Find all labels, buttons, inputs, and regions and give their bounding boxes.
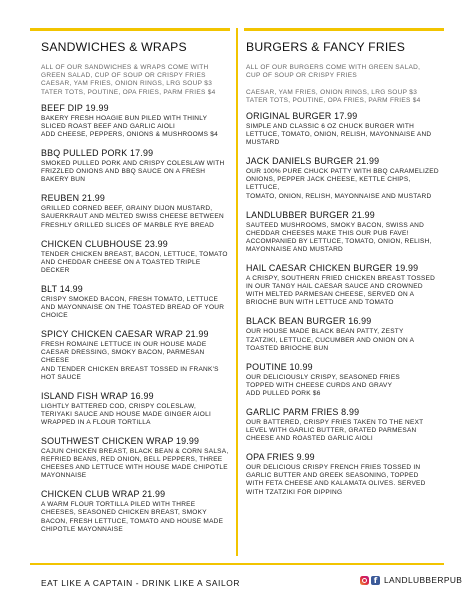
menu-item-description: SAUTEED MUSHROOMS, SMOKY BACON, SWISS AND CHEDDAR CHEESES MAKE THIS OUR PUB FAVE! ACCOMPANIED BY LETTUCE, TOMATO, ONION, RELISH, MAYONNAISE AND MUSTARD (246, 221, 432, 253)
menu-item-description: SIMPLE AND CLASSIC 6 OZ CHUCK BURGER WITH LETTUCE, TOMATO, ONION, RELISH, MAYONNAISE AND MUSTARD (246, 123, 432, 147)
menu-item-description: LIGHTLY BATTERED COD, CRISPY COLESLAW, TERIYAKI SAUCE AND HOUSE MADE GINGER AIOLI WRAPPED IN A FLOUR TORTILLA (41, 402, 212, 426)
column-divider (236, 28, 238, 556)
menu-item-name: SOUTHWEST CHICKEN WRAP 19.99 (41, 435, 200, 446)
menu-item-spicy-chicken-caesar-wrap (41, 329, 231, 381)
menu-item-name: POUTINE 10.99 (246, 361, 313, 372)
menu-item-landlubber-burger (246, 210, 442, 254)
menu-item-jack-daniels-burger (246, 156, 442, 200)
menu-item-description: A CRISPY, SOUTHERN FRIED CHICKEN BREAST TOSSED IN OUR TANGY HAIL CAESAR SAUCE AND CROWNED WITH MELTED PARMESAN CHEESE, SERVED ON A BRIOCHE BUN WITH LETTUCE AND TOMATO (246, 275, 436, 307)
menu-item-reuben (41, 193, 231, 229)
menu-item-chicken-club-wrap (41, 489, 231, 533)
menu-item-name: OPA FRIES 9.99 (246, 452, 315, 463)
menu-item-name: BEEF DIP 19.99 (41, 102, 109, 113)
menu-item-description: BAKERY FRESH HOAGIE BUN PILED WITH THINLY SLICED ROAST BEEF AND GARLIC AIOLI ADD CHEESE, PEPPERS, ONIONS & MUSHROOMS $4 (41, 114, 219, 138)
top-divider-right (244, 28, 444, 31)
sandwiches-title: SANDWICHES & WRAPS (41, 40, 187, 54)
menu-item-name: LANDLUBBER BURGER 21.99 (246, 209, 375, 220)
menu-item-garlic-parm-fries (246, 407, 442, 443)
menu-item-description: SMOKED PULLED PORK AND CRISPY COLESLAW WITH FRIZZLED ONIONS AND BBQ SAUCE ON A FRESH BAKERY BUN (41, 160, 225, 184)
menu-item-island-fish-wrap (41, 391, 231, 427)
menu-item-name: ISLAND FISH WRAP 16.99 (41, 390, 154, 401)
facebook-icon[interactable]: f (371, 576, 380, 585)
menu-item-name: GARLIC PARM FRIES 8.99 (246, 406, 360, 417)
menu-item-description: TENDER CHICKEN BREAST, BACON, LETTUCE, TOMATO AND CHEDDAR CHEESE ON A TOASTED TRIPLE DECKER (41, 250, 228, 274)
menu-item-name: JACK DANIELS BURGER 21.99 (246, 156, 380, 167)
menu-item-description: OUR DELICIOUSLY CRISPY, SEASONED FRIES TOPPED WITH CHEESE CURDS AND GRAVY ADD PULLED PORK $6 (246, 373, 400, 397)
menu-item-description: CRISPY SMOKED BACON, FRESH TOMATO, LETTUCE AND MAYONNAISE ON THE TOASTED BREAD OF YOUR CHOICE (41, 295, 225, 320)
footer-tagline: EAT LIKE A CAPTAIN - DRINK LIKE A SAILOR (41, 578, 241, 588)
menu-item-chicken-clubhouse (41, 239, 231, 275)
menu-item-beef-dip (41, 103, 231, 139)
menu-item-description: GRILLED CORNED BEEF, GRAINY DIJON MUSTARD, SAUERKRAUT AND MELTED SWISS CHEESE BETWEEN FRESHLY GRILLED SLICES OF MARBLE RYE BREAD (41, 205, 224, 229)
social-handle-group[interactable] (360, 575, 462, 585)
sandwiches-column (41, 40, 231, 543)
menu-item-description: OUR BATTERED, CRISPY FRIES TAKEN TO THE NEXT LEVEL WITH GARLIC BUTTER, GRATED PARMESAN CHEESE AND ROASTED GARLIC AIOLI (246, 418, 424, 443)
menu-item-name: CHICKEN CLUBHOUSE 23.99 (41, 238, 168, 249)
menu-item-description: OUR HOUSE MADE BLACK BEAN PATTY, ZESTY TZATZIKI, LETTUCE, CUCUMBER AND ONION ON A TOASTED BRIOCHE BUN (246, 328, 415, 352)
burgers-intro: ALL OF OUR BURGERS COME WITH GREEN SALAD, CUP OF SOUP OR CRISPY FRIES CAESAR, YAM FRIES, ONION RINGS, LRG SOUP $3 TATER TOTS, POUTINE, OPA FRIES, PARM FRIES $4 (246, 64, 421, 104)
menu-item-description: FRESH ROMAINE LETTUCE IN OUR HOUSE MADE CAESAR DRESSING, SMOKY BACON, PARMESAN CHEESE AND TENDER CHICKEN BREAST TOSSED IN FRANK'S HOT SAUCE (41, 341, 219, 381)
bottom-divider (30, 563, 444, 565)
menu-item-name: ORIGINAL BURGER 17.99 (246, 111, 358, 122)
menu-item-name: REUBEN 21.99 (41, 193, 106, 204)
burgers-column (246, 40, 442, 506)
menu-item-hail-caesar-chicken-burger (246, 263, 442, 307)
menu-item-name: BBQ PULLED PORK 17.99 (41, 148, 154, 159)
sandwiches-intro: ALL OF OUR SANDWICHES & WRAPS COME WITH GREEN SALAD, CUP OF SOUP OR CRISPY FRIES CAESAR, YAM FRIES, ONION RINGS, LRG SOUP $3 TATER TOTS, POUTINE, OPA FRIES, PARM FRIES $4 (41, 64, 216, 96)
menu-item-original-burger (246, 111, 442, 147)
menu-item-black-bean-burger (246, 316, 442, 352)
menu-item-name: CHICKEN CLUB WRAP 21.99 (41, 489, 166, 500)
menu-item-description: OUR DELICIOUS CRISPY FRENCH FRIES TOSSED IN GARLIC BUTTER AND GREEK SEASONING, TOPPED WITH FETA CHEESE AND KALAMATA OLIVES. SERVED WITH TZATZIKI FOR DIPPING (246, 464, 426, 496)
menu-item-bbq-pulled-pork (41, 148, 231, 184)
burgers-title: BURGERS & FANCY FRIES (246, 40, 406, 54)
instagram-icon[interactable] (360, 576, 369, 585)
menu-item-name: BLACK BEAN BURGER 16.99 (246, 316, 372, 327)
menu-item-poutine (246, 362, 442, 398)
menu-item-opa-fries (246, 452, 442, 496)
social-handle[interactable]: LANDLUBBERPUB (384, 575, 463, 585)
menu-item-blt (41, 284, 231, 320)
menu-item-name: BLT 14.99 (41, 283, 83, 294)
menu-item-southwest-chicken-wrap (41, 436, 231, 480)
menu-item-description: OUR 100% PURE CHUCK PATTY WITH BBQ CARAMELIZED ONIONS, PEPPER JACK CHEESE, KETTLE CHIPS, LETTUCE, TOMATO, ONION, RELISH, MAYONNAISE AND MUSTARD (246, 168, 439, 200)
menu-item-description: A WARM FLOUR TORTILLA PILED WITH THREE CHEESES, SEASONED CHICKEN BREAST, SMOKY BACON, FRESH LETTUCE, TOMATO AND HOUSE MADE CHIPOTLE MAYONNAISE (41, 501, 224, 533)
menu-item-name: HAIL CAESAR CHICKEN BURGER 19.99 (246, 263, 419, 274)
top-divider-left (30, 28, 230, 31)
menu-item-name: SPICY CHICKEN CAESAR WRAP 21.99 (41, 329, 209, 340)
menu-item-description: CAJUN CHICKEN BREAST, BLACK BEAN & CORN SALSA, REFRIED BEANS, RED ONION, BELL PEPPERS, THREE CHEESES AND LETTUCE WITH HOUSE MADE CHIPOTLE MAYONNAISE (41, 447, 229, 480)
